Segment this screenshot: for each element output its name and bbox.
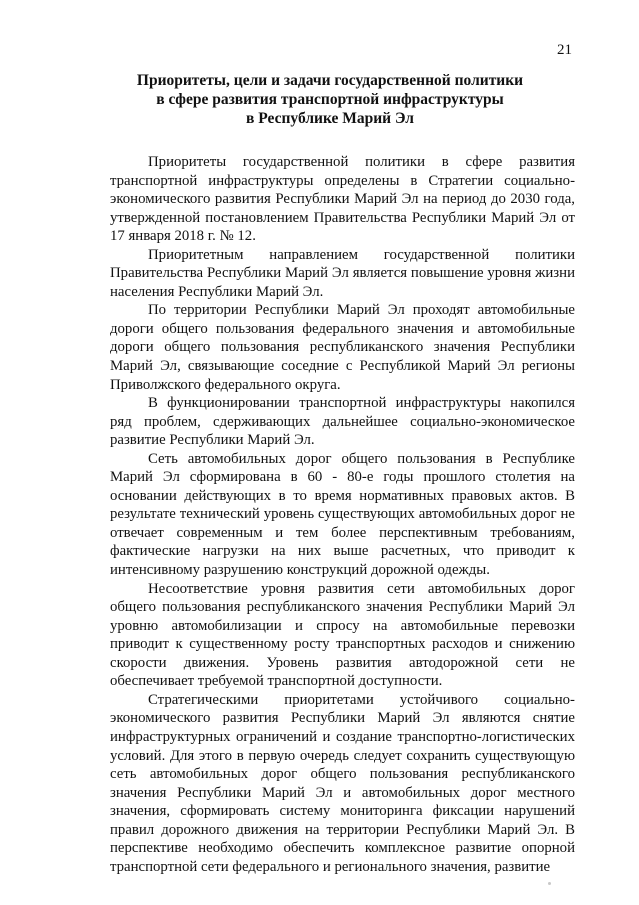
body-text xyxy=(110,153,575,875)
paragraph: Приоритеты государственной политики в сфере развития транспортной инфраструктуры определены в Стратегии социально-экономического развития Республики Марий Эл на период до 2030 года, утвержденной постановлением Правительства Республики Марий Эл от 17 января 2018 г. № 12. xyxy=(110,154,575,245)
paragraph: Приоритетным направлением государственной политики Правительства Республики Марий Эл является повышение уровня жизни населения Республики Марий Эл. xyxy=(110,246,575,300)
paragraph: По территории Республики Марий Эл проходят автомобильные дороги общего пользования федерального значения и автомобильные дороги общего пользования республиканского значения Республики Марий Эл, связывающие соседние с Республикой Марий Эл регионы Приволжского федерального округа. xyxy=(110,302,575,393)
paragraph: Сеть автомобильных дорог общего пользования в Республике Марий Эл сформирована в 60 - 80-е годы прошлого столетия на основании действующих в то время нормативных правовых актов. В результате технический уровень существующих автомобильных дорог не отвечает современным и тем более перспективным требованиям, фактические нагрузки на них выше расчетных, что приводит к интенсивному разрушению конструкций дорожной одежды. xyxy=(110,450,575,579)
paragraph: Несоответствие уровня развития сети автомобильных дорог общего пользования республиканского значения Республики Марий Эл уровню автомобилизации и спросу на автомобильные перевозки приводит к существенному росту транспортных расходов и снижению скорости движения. Уровень развития автодорожной сети не обеспечивает требуемой транспортной доступности. xyxy=(110,580,575,690)
section-title-line: Приоритеты, цели и задачи государственной политики xyxy=(136,72,524,89)
scan-speck xyxy=(548,882,551,885)
page-number: 21 xyxy=(557,42,572,58)
section-title xyxy=(110,71,550,128)
paragraph: Стратегическими приоритетами устойчивого социально-экономического развития Республики Марий Эл являются снятие инфраструктурных ограничений и создание транспортно-логистических условий. Для этого в первую очередь следует сохранить существующую сеть автомобильных дорог общего пользования республиканского значения Республики Марий Эл и автомобильных дорог местного значения, сформировать систему мониторинга фиксации нарушений правил дорожного движения на территории Республики Марий Эл. В перспективе необходимо обеспечить комплексное развитие опорной транспортной сети федерального и регионального значения, развитие xyxy=(110,691,575,875)
section-title-line: в сфере развития транспортной инфраструктуры xyxy=(156,91,504,108)
paragraph: В функционировании транспортной инфраструктуры накопился ряд проблем, сдерживающих дальнейшее социально-экономическое развитие Республики Марий Эл. xyxy=(110,395,575,449)
section-title-line: в Республике Марий Эл xyxy=(246,110,414,127)
